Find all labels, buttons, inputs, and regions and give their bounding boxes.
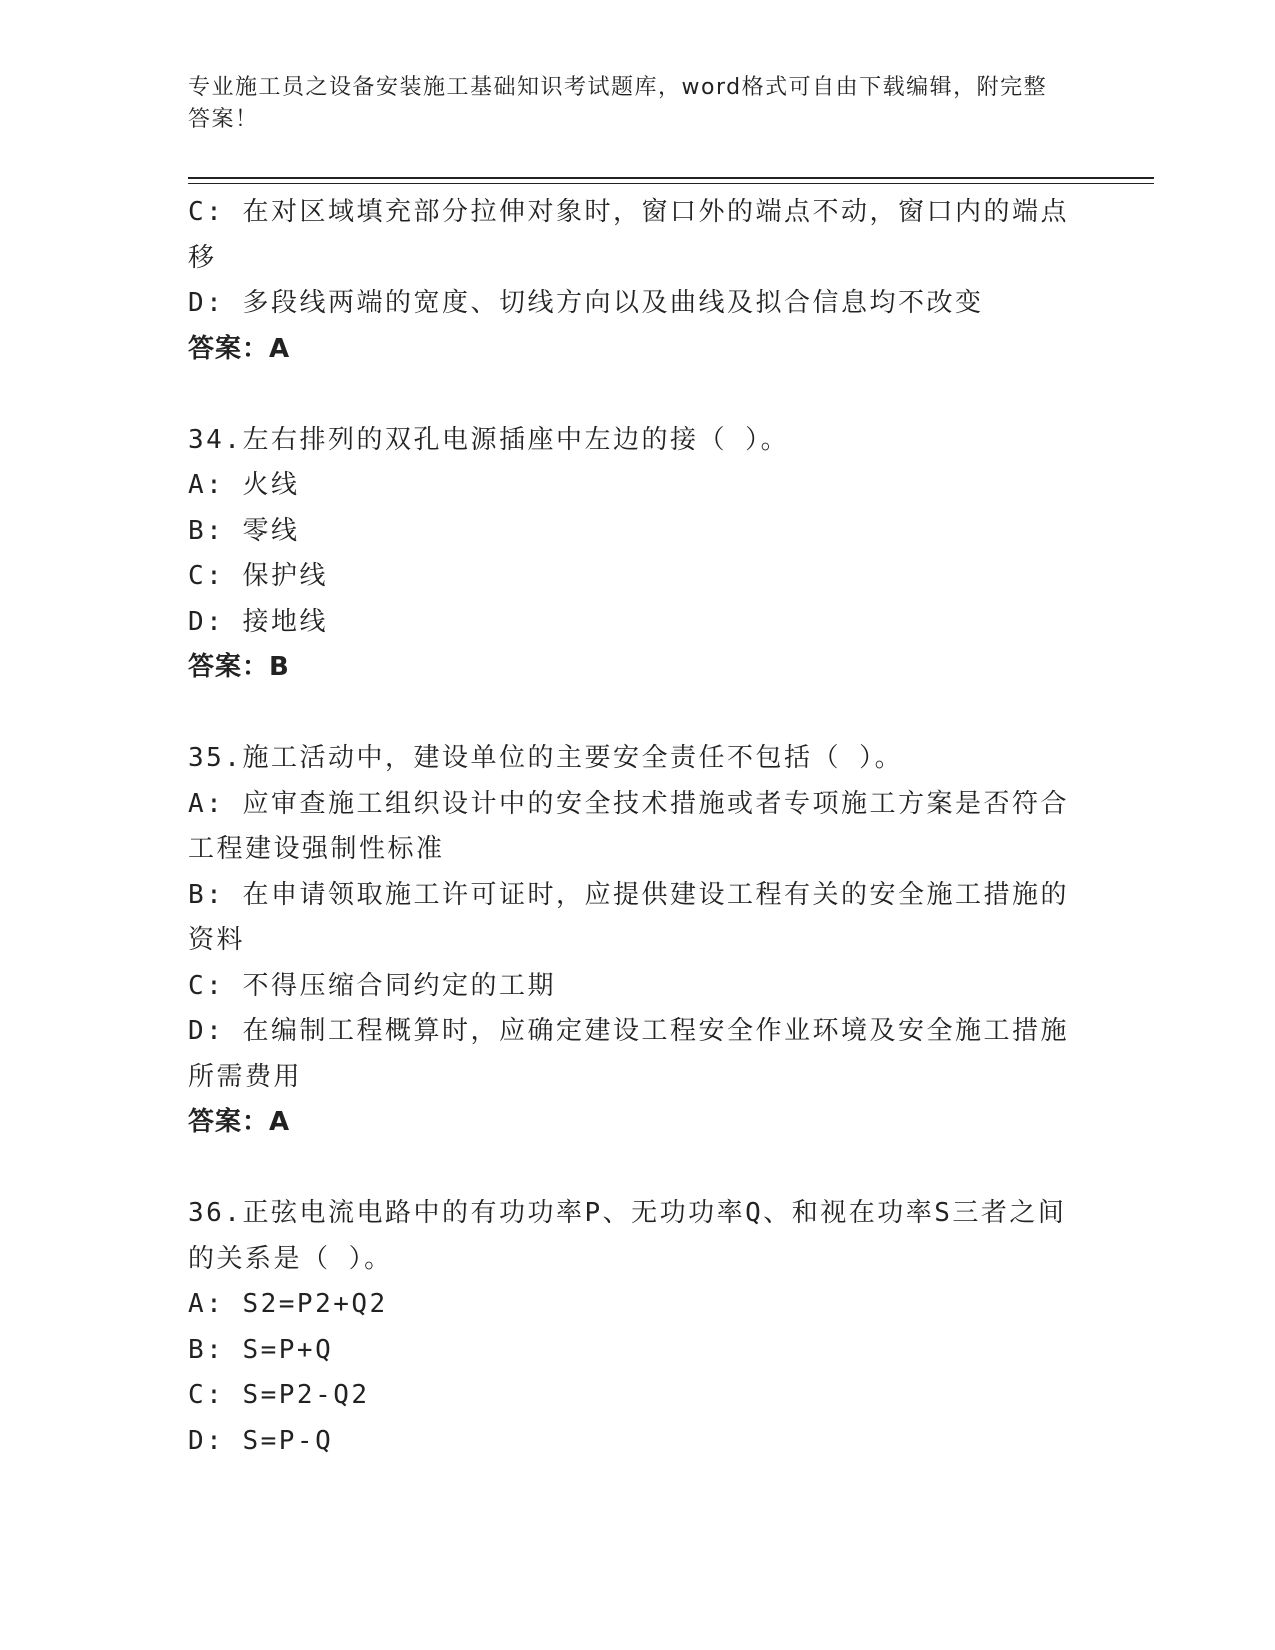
- header-divider-thick: [188, 177, 1154, 179]
- question-spacer: [188, 1146, 1078, 1192]
- question-spacer: [188, 372, 1078, 418]
- q36-option-a: A: S2=P2+Q2: [188, 1289, 388, 1319]
- document-body: [188, 190, 1078, 1464]
- q34-option-d: D: 接地线: [188, 606, 328, 637]
- q36-option-b: B: S=P+Q: [188, 1334, 334, 1365]
- q35-option-a: A: 应审查施工组织设计中的安全技术措施或者专项施工方案是否符合工程建设强制性标准: [188, 788, 1069, 864]
- q36-question: 36.正弦电流电路中的有功功率P、无功功率Q、和视在功率S三者之间的关系是（ ）。: [188, 1198, 1067, 1274]
- q34-answer: 答案：B: [188, 652, 290, 682]
- q36-option-d: D: S=P-Q: [188, 1425, 334, 1456]
- q34-option-b: B: 零线: [188, 515, 300, 546]
- q34-option-a: A: 火线: [188, 470, 300, 500]
- document-header: 专业施工员之设备安装施工基础知识考试题库，word格式可自由下载编辑，附完整答案！: [188, 75, 1048, 132]
- q35-answer: 答案：A: [188, 1107, 291, 1137]
- q36-option-c: C: S=P2-Q2: [188, 1380, 370, 1410]
- q33-option-c: C: 在对区域填充部分拉伸对象时，窗口外的端点不动，窗口内的端点移: [188, 197, 1069, 273]
- q35-question: 35.施工活动中，建设单位的主要安全责任不包括（ ）。: [188, 743, 904, 773]
- header-divider-thin: [188, 183, 1154, 184]
- question-spacer: [188, 691, 1078, 737]
- q34-option-c: C: 保护线: [188, 561, 328, 591]
- q35-option-b: B: 在申请领取施工许可证时，应提供建设工程有关的安全施工措施的资料: [188, 879, 1069, 955]
- q35-option-c: C: 不得压缩合同约定的工期: [188, 970, 556, 1001]
- q34-question: 34.左右排列的双孔电源插座中左边的接（ ）。: [188, 424, 790, 455]
- q35-option-d: D: 在编制工程概算时，应确定建设工程安全作业环境及安全施工措施所需费用: [188, 1016, 1069, 1092]
- q33-answer: 答案：A: [188, 333, 291, 364]
- q33-option-d: D: 多段线两端的宽度、切线方向以及曲线及拟合信息均不改变: [188, 288, 984, 318]
